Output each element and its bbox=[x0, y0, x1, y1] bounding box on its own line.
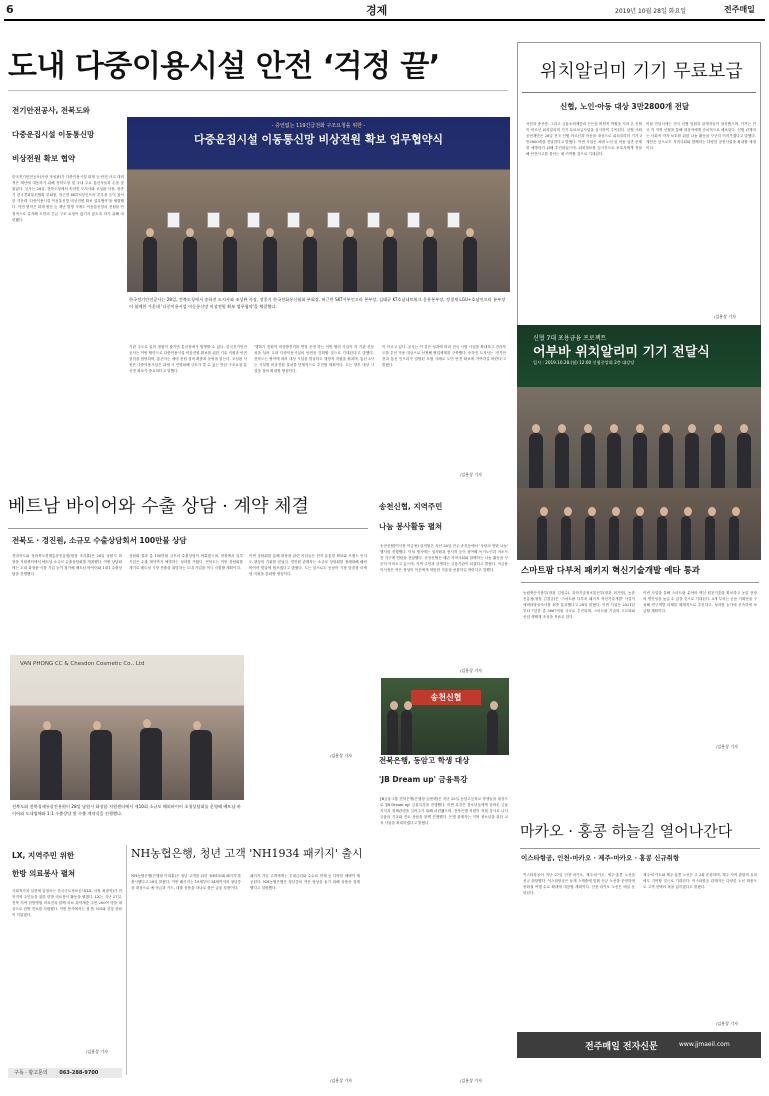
right-top-headline: 위치알리미 기기 무료보급 bbox=[540, 61, 743, 82]
jb-byline: /김용상 기자 bbox=[460, 1078, 482, 1083]
smartfarm-col-2: 이번 사업을 통해 스마트팜 분야의 핵심 원천기술을 확보하고 농업 현장의 생산성을 높일 수 있을 것으로 기대된다. 3개 부처는 공동 기획단을 구성해 연구개발 과제를 체계적으로 추진하고, 성과를 농가에 신속하게 보급할 계획이다. bbox=[643, 591, 757, 614]
vietnam-photo-caption: 전북도와 전북경제통상진흥원이 28일 남원시 화장품 지원센터에서 제10회 소규모 해외바이어 초청상담회를 운영해 베트남 바이어와 도내업체와 1:1 수출상담 및 수출 계약식을 진행했다. bbox=[12, 804, 241, 816]
right-top-photo bbox=[517, 325, 761, 488]
subscription-ad-label: 구독 · 광고문의 bbox=[14, 1070, 48, 1076]
songcheon-byline: /김용상 기자 bbox=[460, 668, 482, 673]
right-top-divider bbox=[522, 92, 756, 93]
lx-subhead-2: 한방 의료봉사 펼쳐 bbox=[12, 869, 76, 878]
vietnam-byline: /김용상 기자 bbox=[330, 753, 352, 758]
paper-name: 전주매일 bbox=[724, 5, 755, 14]
smartfarm-headline: 스마트팜 다부처 패키지 혁신기술개발 예타 통과 bbox=[521, 566, 701, 576]
songcheon-body: 송천신협(이사장 이금용) 임직원은 지난 26일 전주 송천동에서 '사랑의 연탄 나눔' 행사를 진행했다. 이날 행사에는 임직원과 봉사자 등이 참여해 독거노인과 저소득층 가구에 연탄을 전달했다. 송천신협은 매년 지역사회와 함께하는 나눔 활동을 꾸준히 이어오고 있으며, 지역 주민과 상생하는 금융기관이 되겠다고 밝혔다. 이금용 이사장은 작은 정성이 이웃에게 따뜻한 겨울을 선물하길 바란다고 말했다. bbox=[380, 544, 508, 573]
top-headline-underline bbox=[8, 90, 508, 91]
vietnam-photo-sign: VAN PHONG CC & Chesdon Cosmetic Co., Ltd bbox=[20, 661, 145, 667]
top-col-1: 한국전기안전공사(사장 조성완)가 다중이용시설 화재 등 안전 사고 대비 적은 재난에 대응하기 위해 전북도청 및 국내 주요 통신사들과 손을 맞잡았다. 공사는 28일, 전북도청에서 송하진 도지사와 조성완 사장, 장종기 한국전화통신협회 부회장, 허근만 SKT서부인프라 본부장 등이 참석한 가운데 '다중이용시설 이동통신망 비상전원 확보 업무협약'을 체결했다. 이번 협약은 화재·정전 등 재난 발생 시에도 이동통신망의 전원을 안정적으로 유지해 도민의 긴급 구조 요청이 끊기지 않도록 하기 위해 마련됐다. bbox=[12, 175, 124, 222]
nh-col-2: 패키지 가입 고객에게는 우대금리와 수수료 면제 등 다양한 혜택이 제공된다. NH농협은행은 청년층의 자산 형성을 돕기 위해 상품을 설계했다고 설명했다. bbox=[250, 874, 360, 891]
songcheon-subhead-2: 나눔 봉사활동 펼쳐 bbox=[379, 522, 443, 531]
macau-col-1: 이스타항공이 지난 27일 인천-마카오, 제주-마카오, 제주-홍콩 노선을 신규 취항했다. 이스타항공은 동계 스케줄에 맞춰 신규 노선을 운항하며 중화권 여행 수요 확대에 대응할 계획이다. 인천-마카오 노선은 매일 운항된다. bbox=[523, 873, 635, 896]
vietnam-headline: 베트남 바이어와 수출 상담 · 계약 체결 bbox=[8, 496, 309, 517]
vietnam-divider bbox=[8, 528, 368, 529]
lx-body: 사회적가치 실현에 앞장서는 한국국토정보공사(LX, 사장 최창학)가 전북지역 주민들을 위한 한방 의료봉사 활동을 펼쳤다. LX는 지난 27일, 전북 지역 한방병원 의료진과 함께 의료 취약계층 주민 200여 명을 대상으로 한방 진료를 지원했다. 이번 봉사에서는 침·뜸 치료와 건강 상담이 이뤄졌다. bbox=[12, 889, 122, 918]
top-subhead-2: 다중운집시설 이동통신망 bbox=[12, 130, 95, 139]
header-rule bbox=[4, 19, 765, 21]
songcheon-photo bbox=[381, 678, 509, 755]
vietnam-col-2: 상담회 결과 총 100만불 규모의 수출상담이 이뤄졌으며, 현장에서 일부 기업은 수출 계약까지 체결하는 성과를 거뒀다. 전북도는 이번 상담회를 계기로 베트남 시장 진출을 희망하는 도내 기업을 적극 지원할 계획이다. bbox=[129, 554, 243, 571]
right-top-col-1: 서민과 중산층, 그리고 금융소외계층의 든든한 버팀목 역할을 지켜 온 신협이 어르신 위치알리미 기기 무료보급사업을 실시하여 주목된다. 신협 사회공헌재단은 28일 전국 신협 어르신과 아동을 대상으로 위치알리미 기기 3만2800개를 전달한다고 밝혔다. 이번 사업은 치매 노인 및 아동 실종 문제를 예방하기 위해 추진되었으며, 위치정보를 실시간으로 보호자에게 전달해 안전사고를 줄이는 데 기여할 것으로 기대된다. bbox=[526, 122, 642, 157]
top-byline: /김용상 기자 bbox=[460, 472, 482, 477]
macau-byline: /김용상 기자 bbox=[716, 1021, 738, 1026]
top-photo-banner-main: 다중운집시설 이동통신망 비상전원 확보 업무협약식 bbox=[193, 133, 444, 146]
right-top-col-2: 이날 전달식에는 전국 신협 임원과 관계자들이 참석했으며, 기기는 전국 각 지역 신협을 통해 대상자에게 순차적으로 배포된다. 신협 관계자는 사회적 약자 보호를 위한 나눔 활동을 꾸준히 이어가겠다고 말했다. 재단은 앞으로도 지역사회와 함께하는 다양한 공헌사업을 확대할 예정이다. bbox=[646, 122, 756, 151]
nh-headline: NH농협은행, 청년 고객 'NH1934 패키지' 출시 bbox=[131, 847, 363, 860]
right-photo-banner-main: 어부바 위치알리미 기기 전달식 bbox=[533, 345, 710, 360]
vietnam-photo bbox=[10, 655, 244, 800]
macau-divider bbox=[520, 848, 760, 849]
smartfarm-photo bbox=[517, 488, 761, 560]
top-photo-caption: 한국전기안전공사는 28일, 전북도청에서 송하진 도지사와 조성완 사장, 장종기 한국전화통신협회 부회장, 허근만 SKT서부인프라 본부장, 김태균 KT호남네트워크 운용본부장, 정경재 LGU+호남인프라 분부장이 함께한 가운데 '다중이용시설 이동통신망 비상전원 확보 업무협약'을 체결했다. bbox=[129, 297, 506, 309]
nh-divider-v bbox=[126, 845, 127, 1075]
smartfarm-byline: /김용상 기자 bbox=[716, 744, 738, 749]
macau-subhead: 이스타항공, 인천-마카오 · 제주-마카오 · 홍콩 신규취항 bbox=[521, 854, 680, 862]
right-photo-banner-date: 일시 : 2019.10.28.(월) 12:00 신협중앙회 2층 대강당 bbox=[533, 360, 635, 365]
top-headline: 도내 다중이용시설 안전 ‘걱정 끝’ bbox=[8, 49, 440, 84]
top-col-3: '행복기 전원이 비상방전기를 연결 운영 하는 이번 협력 사업이 각 기관 전문성을 살려 도내 다중이용시설의 안전을 강화할 것으로 기대된다'고 말했다. 전북도는 협약에 따라 대상 시설을 발굴하고 행정적 지원을 펼치며, 통신 3사는 시설별 비상전원 설치를 단계적으로 추진할 계획이다. 도는 향후 대상 시설을 점차 확대할 방침이다. bbox=[254, 345, 374, 374]
e-paper-banner-url: www.jjmaeil.com bbox=[679, 1041, 730, 1048]
right-top-byline: /김용상 기자 bbox=[714, 314, 736, 319]
jb-body: JB금융그룹 전북은행(은행장 임용택)은 지난 25일 동암고등학교 학생들을 대상으로 'JB Dream up' 금융특강을 진행했다. 이번 특강은 청소년들에게 올바른 금융 지식과 경제관념을 심어주기 위해 마련됐으며, 전북은행 직원이 직접 강사로 나서 금융의 기초와 진로 상담을 함께 진행했다. 은행 관계자는 지역 청소년을 위한 교육 사업을 확대하겠다고 밝혔다. bbox=[380, 797, 508, 826]
e-paper-banner bbox=[517, 1032, 761, 1058]
page-number: 6 bbox=[6, 3, 14, 16]
top-col-2: 기관 주도로 있어 정원이 줄기면 통신장애가 발생할 수 있다. 한국전기안전공사는 이번 협약으로 다중이용시설 비상전원 확보를 위한 기술 지원과 안전 점검을 담당하며, 통신사는 예비 전원 설비 확충과 운영을 맡는다. 조성완 사장은 다중이용시설은 화재 시 인명피해 규모가 클 수 있는 만큼 구조요청 통신망 확보가 중요하다고 말했다. bbox=[129, 345, 247, 374]
nh-byline: /김용상 기자 bbox=[330, 1078, 352, 1083]
smartfarm-divider bbox=[521, 582, 759, 583]
issue-date: 2019년 10월 28일 화요일 bbox=[615, 8, 687, 15]
right-top-subhead: 신협, 노인·아동 대상 3만2800개 전달 bbox=[560, 102, 690, 111]
vietnam-col-1: 전라북도와 전라북도경제통상진흥원(원장 조지훈)은 28일 남원시 화장품 지원센터에서 베트남 소규모 수출상담회를 개최했다. 이번 상담회에는 도내 화장품·식품 기업 등이 참가해 베트남 바이어와 1대1 수출상담을 진행했다. bbox=[12, 554, 122, 577]
lx-subhead-1: LX, 지역주민 위한 bbox=[12, 851, 75, 860]
subscription-ad bbox=[8, 1068, 122, 1078]
vietnam-subhead: 전북도 · 경진원, 소규모 수출상담회서 100만불 상담 bbox=[12, 536, 187, 545]
top-subhead-3: 비상전원 확보 협약 bbox=[12, 154, 76, 163]
macau-headline: 마카오 · 홍콩 하늘길 열어나간다 bbox=[520, 822, 733, 840]
smartfarm-col-1: 농림축산식품부(장관 김현수), 과학기술정보통신부(장관 최기영), 농촌진흥청(청장 김경규)은 '스마트팜 다부처 패키지 혁신기술개발' 사업이 예비타당성조사를 최종 통과했다고 28일 밝혔다. 이번 사업은 2021년부터 7년간 총 3867억원 규모로 추진되며, 스마트팜 기술의 고도화와 산업 생태계 조성을 목표로 한다. bbox=[523, 591, 635, 620]
section-name: 경제 bbox=[366, 4, 388, 17]
right-photo-banner-small: 신협 7대 포용금융 프로젝트 bbox=[533, 335, 607, 342]
jb-subhead-2: 'JB Dream up' 금융특강 bbox=[379, 775, 468, 784]
lx-byline: /김용상 기자 bbox=[86, 1049, 108, 1054]
songcheon-subhead-1: 송천신협, 지역주민 bbox=[379, 502, 443, 511]
top-col-4: 이 이르고 있다. 공사는 이 같은 성과에 따라 전국 시범 사업을 확대하고 전라북도를 우선 적용 대상으로 선정해 협업체계를 구축했다. 송하진 도지사는 '전기안전과 통신 인프라가 결합된 모범 사례로 도민 안전 확보에 기여하길 바란다'고 밝혔다. bbox=[382, 345, 506, 368]
top-photo-banner-small: - 증언없는 119긴급전화 구조요청을 위한 - bbox=[271, 123, 366, 129]
nh-col-1: NH농협은행(은행장 이대훈)은 청년 고객을 위한 'NH1934 패키지'를 출시했다고 28일 밝혔다. 이번 패키지는 19세부터 34세까지의 청년층을 대상으로 예·적금과 카드, 대출 상품을 하나로 묶은 금융 상품이다. bbox=[131, 874, 241, 891]
subscription-phone: 063-288-9700 bbox=[59, 1070, 99, 1076]
songcheon-photo-sign: 송천신협 bbox=[411, 690, 481, 705]
top-photo bbox=[127, 117, 510, 292]
macau-col-2: 제주-마카오와 제주-홍콩 노선은 주 2회 운항하며, 제주 지역 관광객 유치에도 기여할 것으로 기대된다. 이스타항공 관계자는 다양한 노선 확충으로 고객 선택의 폭을 넓히겠다고 밝혔다. bbox=[643, 873, 757, 890]
e-paper-banner-title: 전주매일 전자신문 bbox=[585, 1042, 658, 1052]
vietnam-col-3: 이번 상담회를 통해 화장품 관련 기업들은 현지 유통망 확보와 브랜드 인지도 향상의 기회를 얻었다. 경진원 관계자는 소규모 상담회를 정례화해 해외 바이어 발굴에 힘쓰겠다고 밝혔다. 도는 앞으로도 동남아 시장 맞춤형 마케팅 지원을 강화할 방침이다. bbox=[249, 554, 367, 577]
jb-subhead-1: 전북은행, 동암고 학생 대상 bbox=[379, 756, 470, 765]
top-subhead-1: 전기안전공사, 전북도와 bbox=[12, 106, 90, 115]
